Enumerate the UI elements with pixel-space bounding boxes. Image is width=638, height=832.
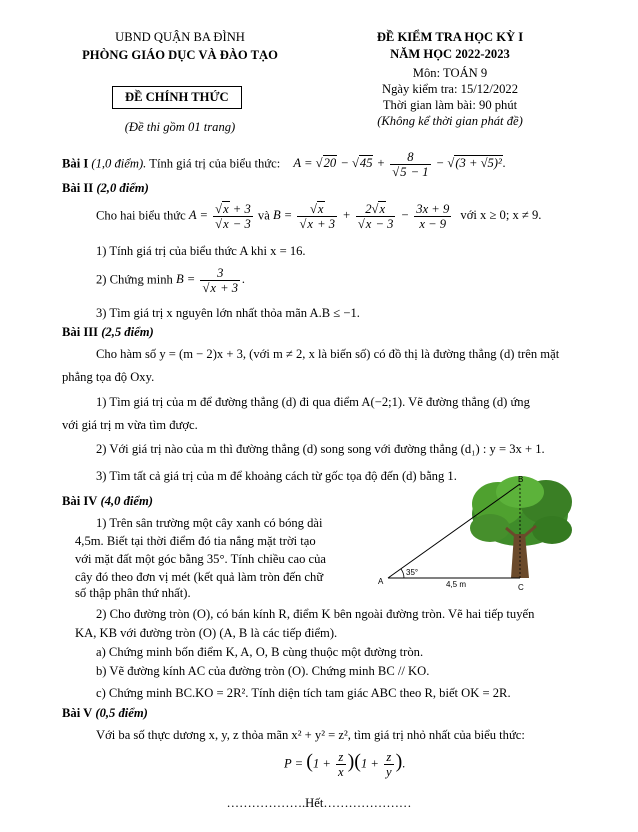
bai4-q2b: KA, KB với đường tròn (O) (A, B là các tiếp điểm). <box>75 626 338 640</box>
bai2-q2-text: 2) Chứng minh <box>96 272 173 287</box>
subject-text: Môn: TOÁN 9 <box>412 66 488 80</box>
angle-arc <box>401 569 404 578</box>
bai4-points: (4,0 điểm) <box>100 494 153 508</box>
school-year: NĂM HỌC 2022-2023 <box>390 47 510 61</box>
bai3-intro-1: Cho hàm số y = (m − 2)x + 3, (với m ≠ 2, x là biến số) có đồ thị là đường thẳng (d) trên mặt <box>96 347 560 361</box>
point-c-label: C <box>518 583 524 592</box>
bai5-heading <box>62 706 148 721</box>
official-exam-badge: ĐỀ CHÍNH THỨC <box>112 86 242 109</box>
bai4-p5: số thập phân thứ nhất). <box>75 586 191 600</box>
bai2-expressions: Cho hai biểu thức A = $\frac{√x + 3}{√x - 3}$ và B = $\frac{√x}{√x + 3}$ + $\frac{2√x}{√x - 3}$ − $\frac{3x + 9}{x - 9}$ với x ≥ 0; x ≠ 9. <box>96 202 542 231</box>
bai4-q2a: 2) Cho đường tròn (O), có bán kính R, điểm K bên ngoài đường tròn. Vẽ hai tiếp tuyến <box>96 607 535 621</box>
bai5-label: Bài V <box>62 706 93 720</box>
bai2-q2: 2) Chứng minh B = $\frac{3}{√x + 3}$ . <box>96 266 246 295</box>
bai4-p3: với mặt đất một góc bằng 35°. Tính chiều cao của <box>75 552 327 566</box>
bai2-heading <box>62 181 149 196</box>
bai3-q2: 2) Với giá trị nào của m thì đường thẳng (d) song song với đường thẳng (d₁) : y = 3x + 1. <box>96 442 545 456</box>
bai4-qa: a) Chứng minh bốn điểm K, A, O, B cùng thuộc một đường tròn. <box>96 645 424 659</box>
bai1-points: (1,0 điểm). <box>91 156 147 171</box>
header-dept-line2: PHÒNG GIÁO DỤC VÀ ĐÀO TẠO <box>82 48 278 62</box>
pages-note: (Đề thi gồm 01 trang) <box>124 120 236 134</box>
bai3-q3: 3) Tìm tất cả giá trị của m để khoảng cách từ gốc tọa độ đến (d) bằng 1. <box>96 469 457 483</box>
bai1-label: Bài I <box>62 156 89 171</box>
subject-line <box>340 66 560 81</box>
bai1-expression: A = √20 − √45 + $\frac{8}{√5 - 1}$ − √(3 + √5)². <box>293 150 506 179</box>
bai3-heading <box>62 325 154 340</box>
bai5-expression: P = (1 + $\frac{z}{x}$ )(1 + $\frac{z}{y}$ ). <box>284 750 406 779</box>
duration-note: (Không kể thời gian phát đề) <box>377 114 523 128</box>
bai2-points: (2,0 điểm) <box>96 181 149 195</box>
bai4-qb: b) Vẽ đường kính AC của đường tròn (O). Chứng minh BC // KO. <box>96 664 430 678</box>
bai4-heading <box>62 494 153 509</box>
exam-title: ĐỀ KIỂM TRA HỌC KỲ I <box>376 30 524 44</box>
bai2-and: và <box>257 208 270 223</box>
exam-date: Ngày kiểm tra: 15/12/2022 <box>381 82 519 96</box>
point-b-label: B <box>518 475 524 484</box>
exam-duration: Thời gian làm bài: 90 phút <box>382 98 518 112</box>
header-dept-line1: UBND QUẬN BA ĐÌNH <box>115 30 245 44</box>
bai4-p2: 4,5m. Biết tại thời điểm đó tia nắng mặt trời tạo <box>75 534 316 548</box>
point-a-label: A <box>378 577 384 586</box>
bai5-text: Với ba số thực dương x, y, z thỏa mãn x² + y² = z², tìm giá trị nhỏ nhất của biểu thức: <box>96 728 525 742</box>
bai3-q1a: 1) Tìm giá trị của m để đường thẳng (d) đi qua điểm A(−2;1). Vẽ đường thẳng (d) ứng <box>96 395 530 409</box>
bai2-intro: Cho hai biểu thức <box>96 208 186 223</box>
angle-label: 35° <box>406 568 419 577</box>
bai2-q3: 3) Tìm giá trị x nguyên lớn nhất thỏa mãn A.B ≤ −1. <box>96 306 360 320</box>
tree-shadow-figure <box>368 474 588 592</box>
bai1-text: Tính giá trị của biểu thức: <box>149 156 281 171</box>
bai3-q1b: với giá trị m vừa tìm được. <box>62 418 198 432</box>
bai3-points: (2,5 điểm) <box>101 325 154 339</box>
bai4-p4: cây đó theo đơn vị mét (kết quả làm tròn đến chữ <box>75 570 324 584</box>
bai3-intro-2: phẳng tọa độ Oxy. <box>62 370 155 384</box>
bai4-p1: 1) Trên sân trường một cây xanh có bóng dài <box>96 516 323 530</box>
bai2-q1: 1) Tính giá trị của biểu thức A khi x = 16. <box>96 244 306 258</box>
bai4-label: Bài IV <box>62 494 98 508</box>
shadow-length-label: 4,5 m <box>446 580 467 589</box>
bai5-points: (0,5 điểm) <box>95 706 148 720</box>
bai2-condition: với x ≥ 0; x ≠ 9. <box>460 208 542 223</box>
bai4-qc: c) Chứng minh BC.KO = 2R². Tính diện tích tam giác ABC theo R, biết OK = 2R. <box>96 686 511 700</box>
bai3-label: Bài III <box>62 325 99 339</box>
bai2-label: Bài II <box>62 181 94 195</box>
bai1-line <box>62 150 506 179</box>
end-marker: ……………….Hết………………… <box>226 796 412 810</box>
